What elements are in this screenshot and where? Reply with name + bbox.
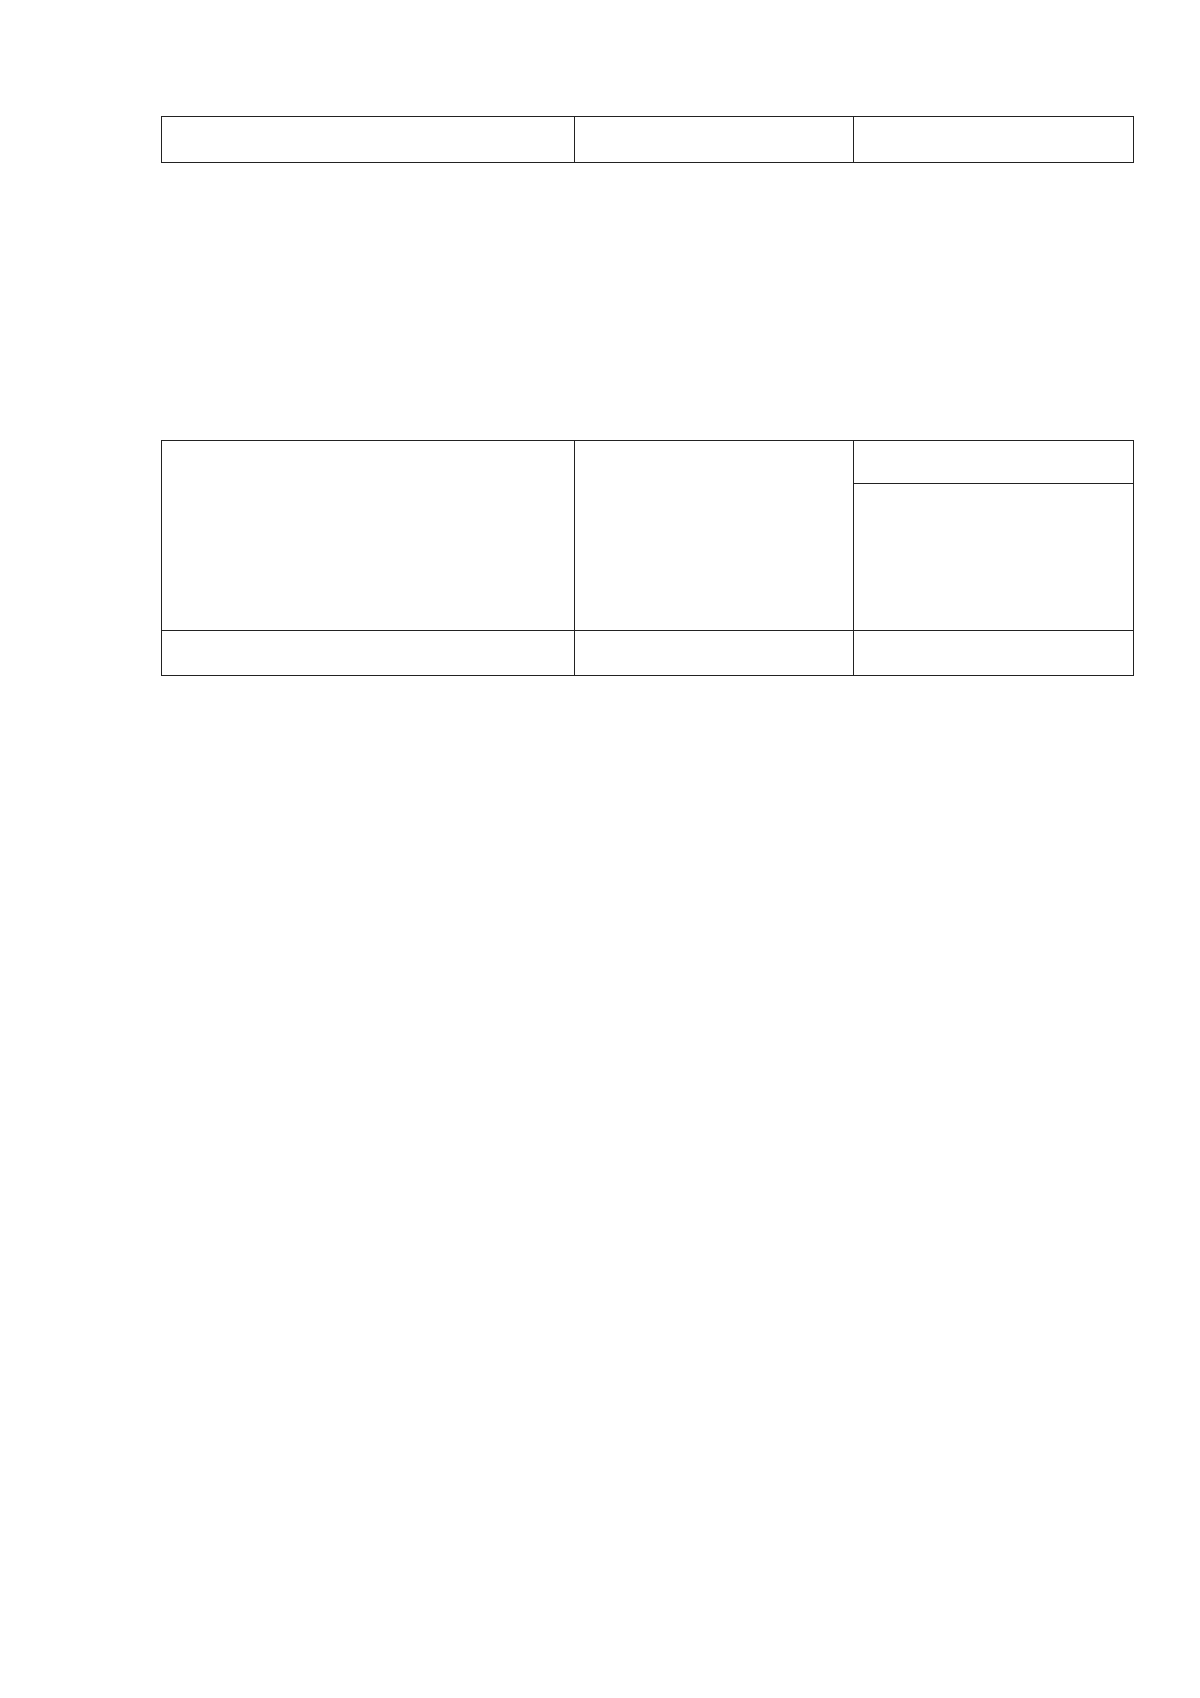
col-a-label [162,117,575,163]
col-35-label [575,117,854,163]
main-column-header [161,440,1134,676]
col-38-label [854,631,1134,676]
col-37-label [575,631,854,676]
water-supply-subsidy-header [854,484,1134,631]
ministry-total-header [575,441,854,631]
municipality-header [162,441,575,631]
col-36-label [854,117,1134,163]
col-a-label [162,631,575,676]
including-header [854,441,1134,484]
top-column-header [161,116,1134,163]
